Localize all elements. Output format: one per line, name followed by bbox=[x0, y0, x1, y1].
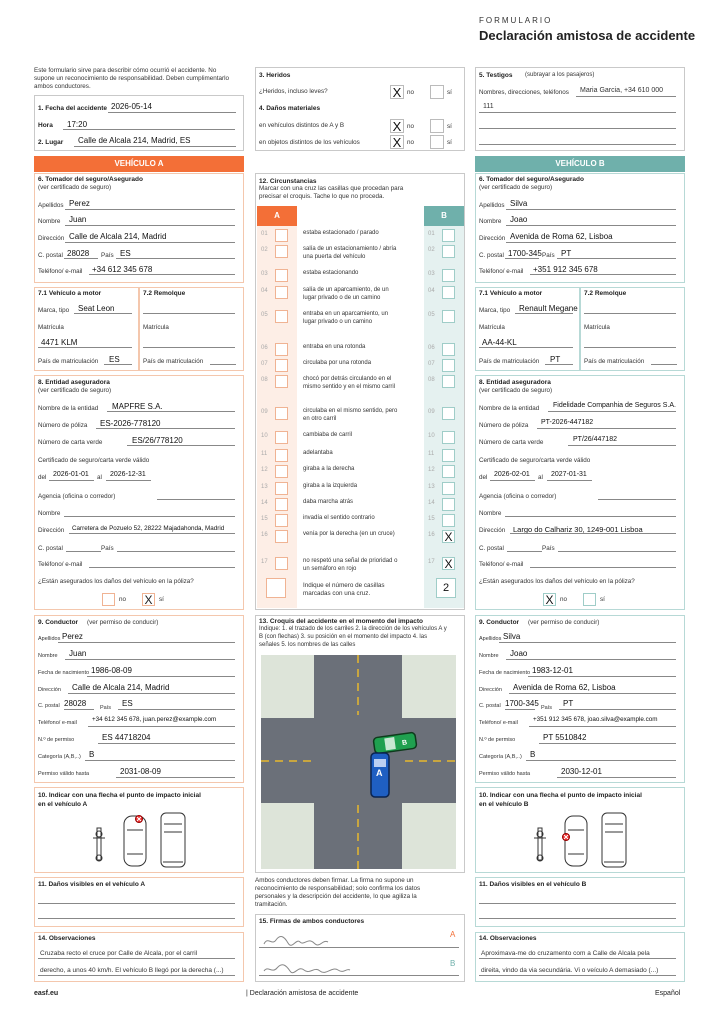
c_cp-label-b: C. postal bbox=[479, 703, 501, 709]
asegurados-si-checkbox-b[interactable] bbox=[583, 593, 596, 606]
circ-num-b: 01 bbox=[428, 231, 435, 237]
vehicle-silhouettes-a[interactable] bbox=[89, 810, 194, 870]
circ-text: entraba en una rotonda bbox=[303, 344, 366, 350]
tel-label-a: Teléfono/ e-mail bbox=[38, 268, 83, 275]
circ-num-b: 02 bbox=[428, 247, 435, 253]
agcp-label-a: C. postal bbox=[38, 545, 63, 552]
apellidos-field-a[interactable]: Perez bbox=[69, 199, 90, 208]
agpais-label-a: País bbox=[101, 545, 114, 552]
date-field[interactable]: 2026-05-14 bbox=[111, 102, 152, 111]
heridos-si-checkbox[interactable] bbox=[430, 85, 444, 99]
c_nombre-label-b: Nombre bbox=[479, 653, 499, 659]
pais-field-a[interactable]: ES bbox=[120, 249, 131, 258]
del-label-b: del bbox=[479, 474, 488, 481]
danos-q2-no-label: no bbox=[407, 139, 415, 146]
c_cp-label-a: C. postal bbox=[38, 703, 60, 709]
circ-checkbox-b[interactable] bbox=[442, 269, 455, 282]
circ-checkbox-b[interactable] bbox=[442, 431, 455, 444]
circ-num-a: 13 bbox=[261, 484, 268, 490]
obs-line2-b[interactable]: direita, vindo da via secundária. Vi o veículo A demasiado (...) bbox=[481, 967, 659, 974]
apellidos-field-b[interactable]: Silva bbox=[510, 199, 528, 208]
danos-q1-si-checkbox[interactable] bbox=[430, 119, 444, 133]
danos-q1: en vehículos distintos de A y B bbox=[259, 122, 345, 129]
circ-checkbox-a[interactable] bbox=[275, 449, 288, 462]
asegurados-no-checkbox-b[interactable]: X bbox=[543, 593, 556, 606]
agnombre-label-b: Nombre bbox=[479, 510, 502, 517]
c_cp-field-a[interactable]: 28028 bbox=[64, 699, 87, 708]
carta-field-b[interactable]: PT/26/447182 bbox=[573, 436, 617, 443]
entidad-title-a: 8. Entidad aseguradora bbox=[38, 379, 110, 386]
agdir-label-b: Dirección bbox=[479, 527, 506, 534]
c_permiso-field-b[interactable]: PT 5510842 bbox=[543, 733, 587, 742]
c_cat-field-b[interactable]: B bbox=[530, 750, 536, 759]
heridos-title: 3. Heridos bbox=[259, 72, 291, 79]
conductor-sub-b: (ver permiso de conducir) bbox=[528, 619, 600, 626]
obs-line1-b[interactable]: Aproximava-me do cruzamento com a Calle de Alcala pela bbox=[481, 950, 650, 957]
circ-checkbox-b[interactable] bbox=[442, 465, 455, 478]
c_apellidos-field-a[interactable]: Perez bbox=[62, 632, 83, 641]
circ-text: invadía el sentido contrario bbox=[303, 515, 375, 521]
vehicle-silhouettes-b[interactable] bbox=[530, 810, 635, 870]
del-field-a[interactable]: 2026-01-01 bbox=[53, 471, 89, 478]
circ-checkbox-b[interactable]: X bbox=[442, 530, 455, 543]
circ-checkbox-a[interactable] bbox=[275, 310, 288, 323]
vehmotor-title-a: 7.1 Vehículo a motor bbox=[38, 290, 102, 297]
impacto-title-b: 10. Indicar con una flecha el punto de impacto inicial en el vehículo B bbox=[479, 792, 642, 808]
nombre-ent-label-b: Nombre de la entidad bbox=[479, 405, 540, 412]
del-field-b[interactable]: 2026-02-01 bbox=[494, 471, 530, 478]
sign-note: Ambos conductores deben firmar. La firma no supone un reconocimiento de responsabilidad; solo confirma los datos personales y la descripción del accidente, lo que agiliza la tramitación. bbox=[255, 877, 421, 908]
danos-title: 4. Daños materiales bbox=[259, 105, 321, 112]
testigos-line2[interactable]: 111 bbox=[483, 103, 494, 110]
paismat-field-a[interactable]: ES bbox=[109, 355, 120, 364]
remolque-title-a: 7.2 Remolque bbox=[143, 290, 186, 297]
c_tel-field-a[interactable]: +34 612 345 678, juan.perez@example.com bbox=[92, 716, 217, 723]
c_nombre-label-a: Nombre bbox=[38, 653, 58, 659]
pais-field-b[interactable]: PT bbox=[561, 249, 572, 258]
heridos-no-checkbox[interactable]: X bbox=[390, 85, 404, 99]
asegurados-no-checkbox-a[interactable] bbox=[102, 593, 115, 606]
croquis-sketch[interactable] bbox=[261, 655, 456, 869]
c_permiso-label-b: N.º de permiso bbox=[479, 737, 516, 743]
agnombre-label-a: Nombre bbox=[38, 510, 61, 517]
agdir-label-a: Dirección bbox=[38, 527, 65, 534]
obs-title-b: 14. Observaciones bbox=[479, 935, 537, 942]
entidad-sub-b: (ver certificado de seguro) bbox=[479, 387, 553, 394]
circ-text: no respetó una señal de prioridad o un semáforo en rojo bbox=[303, 558, 398, 572]
circ-num-a: 02 bbox=[261, 247, 268, 253]
agdir-field-a[interactable]: Carretera de Pozuelo 52, 28222 Majadahonda, Madrid bbox=[72, 525, 225, 532]
circ-checkbox-b[interactable] bbox=[442, 343, 455, 356]
marca-field-a[interactable]: Seat Leon bbox=[78, 304, 115, 313]
circ-num-a: 04 bbox=[261, 288, 268, 294]
circ-num-b: 15 bbox=[428, 516, 435, 522]
footer-right: Español bbox=[655, 990, 681, 997]
agdir-field-b[interactable]: Largo do Calhariz 30, 1249-001 Lisboa bbox=[513, 525, 643, 534]
tomador-title-a: 6. Tomador del seguro/Asegurado bbox=[38, 176, 143, 183]
circ-checkbox-a[interactable] bbox=[275, 407, 288, 420]
agencia-label-a: Agencia (oficina o corredor) bbox=[38, 493, 116, 500]
circ-num-a: 12 bbox=[261, 467, 268, 473]
c_permiso-label-a: N.º de permiso bbox=[38, 737, 75, 743]
danos-q2: en objetos distintos de los vehículos bbox=[259, 139, 360, 146]
entidad-sub-a: (ver certificado de seguro) bbox=[38, 387, 112, 394]
signature-b[interactable] bbox=[262, 962, 352, 976]
c_cat-label-b: Categoría (A,B,..) bbox=[479, 754, 522, 760]
cp-label-a: C. postal bbox=[38, 252, 63, 259]
pais-label-a: País bbox=[101, 252, 114, 259]
circ-num-b: 09 bbox=[428, 409, 435, 415]
testigos-title: 5. Testigos bbox=[479, 72, 513, 79]
c_valido-field-a[interactable]: 2031-08-09 bbox=[120, 767, 161, 776]
circ-num-a: 17 bbox=[261, 559, 268, 565]
agtel-label-a: Teléfono/ e-mail bbox=[38, 561, 83, 568]
asegurados-si-checkbox-a[interactable]: X bbox=[142, 593, 155, 606]
danos-q2-no-checkbox[interactable]: X bbox=[390, 135, 404, 149]
matricula-field-a[interactable]: 4471 KLM bbox=[41, 338, 78, 347]
firma-a-label: A bbox=[450, 930, 456, 939]
c_tel-field-b[interactable]: +351 912 345 678, joao.silva@example.com bbox=[533, 716, 658, 723]
c_fnac-field-b[interactable]: 1983-12-01 bbox=[532, 666, 573, 675]
c_fnac-label-a: Fecha de nacimiento bbox=[38, 670, 90, 676]
circ-text: entraba en un aparcamiento, un lugar privado o un camino bbox=[303, 311, 389, 325]
c_tel-label-b: Teléfono/ e-mail bbox=[479, 720, 518, 726]
al-label-a: al bbox=[97, 474, 102, 481]
footer-left: easf.eu bbox=[34, 990, 59, 997]
circ-col-a-header: A bbox=[257, 206, 297, 226]
circ-num-b: 07 bbox=[428, 361, 435, 367]
heridos-question: ¿Heridos, incluso leves? bbox=[259, 88, 328, 95]
c_cat-label-a: Categoría (A,B,..) bbox=[38, 754, 81, 760]
circ-num-a: 16 bbox=[261, 532, 268, 538]
carta-field-a[interactable]: ES/26/778120 bbox=[132, 436, 183, 445]
heridos-si-label: sí bbox=[447, 89, 452, 96]
lugar-label: 2. Lugar bbox=[38, 139, 64, 146]
del-label-a: del bbox=[38, 474, 47, 481]
circ-checkbox-b[interactable] bbox=[442, 498, 455, 511]
car-b-letter: B bbox=[401, 739, 408, 747]
c_dir-field-a[interactable]: Calle de Alcala 214, Madrid bbox=[72, 683, 170, 692]
circ-num-b: 17 bbox=[428, 559, 435, 565]
c_valido-label-a: Permiso válido hasta bbox=[38, 771, 90, 777]
banner-vehiculo-b: VEHÍCULO B bbox=[475, 156, 685, 172]
heridos-no-label: no bbox=[407, 89, 415, 96]
count-label: Indique el número de casillas marcadas con una cruz. bbox=[303, 582, 385, 597]
circ-checkbox-a[interactable] bbox=[275, 229, 288, 242]
circ-text: salía de un estacionamiento / abría una puerta del vehículo bbox=[303, 246, 397, 260]
cp-label-b: C. postal bbox=[479, 252, 504, 259]
circ-checkbox-b[interactable] bbox=[442, 286, 455, 299]
circ-num-b: 08 bbox=[428, 377, 435, 383]
vehmotor-title-b: 7.1 Vehículo a motor bbox=[479, 290, 543, 297]
circ-text: salía de un aparcamiento, de un lugar privado o de un camino bbox=[303, 287, 389, 301]
danos-q2-si-label: sí bbox=[447, 139, 452, 146]
agpais-label-b: País bbox=[542, 545, 555, 552]
asegurados-label-b: ¿Están asegurados los daños del vehículo en la póliza? bbox=[479, 578, 635, 585]
cp-field-b[interactable]: 1700-345 bbox=[508, 249, 542, 258]
circ-col-b-header: B bbox=[424, 206, 464, 226]
form-title: Declaración amistosa de accidente bbox=[479, 28, 696, 43]
carta-label-b: Número de carta verde bbox=[479, 439, 544, 446]
car-a-letter: A bbox=[376, 768, 383, 778]
impacto-title-a: 10. Indicar con una flecha el punto de impacto inicial en el vehículo A bbox=[38, 792, 201, 808]
circ-num-a: 03 bbox=[261, 271, 268, 277]
danos-q1-no-checkbox[interactable]: X bbox=[390, 119, 404, 133]
al-label-b: al bbox=[538, 474, 543, 481]
circ-checkbox-a[interactable] bbox=[275, 530, 288, 543]
hora-field[interactable]: 17:20 bbox=[67, 120, 88, 129]
circ-title: 12. Circunstancias bbox=[259, 178, 317, 185]
remolque-title-b: 7.2 Remolque bbox=[584, 290, 627, 297]
poliza-field-b[interactable]: PT-2026-447182 bbox=[541, 419, 594, 426]
agencia-label-b: Agencia (oficina o corredor) bbox=[479, 493, 557, 500]
circ-checkbox-a[interactable] bbox=[275, 514, 288, 527]
c_fnac-field-a[interactable]: 1986-08-09 bbox=[91, 666, 132, 675]
cert-label-b: Certificado de seguro/carta verde válido bbox=[479, 457, 591, 464]
pais-label-b: País bbox=[542, 252, 555, 259]
entidad-title-b: 8. Entidad aseguradora bbox=[479, 379, 551, 386]
danos-title-a: 11. Daños visibles en el vehículo A bbox=[38, 881, 146, 888]
circ-checkbox-b[interactable] bbox=[442, 245, 455, 258]
obs-line2-a[interactable]: derecho, a unos 40 km/h. El vehículo B llegó por la derecha (...) bbox=[40, 967, 224, 974]
circ-num-b: 03 bbox=[428, 271, 435, 277]
marca-label-b: Marca, tipo bbox=[479, 307, 511, 314]
circ-num-a: 05 bbox=[261, 312, 268, 318]
danos-q2-si-checkbox[interactable] bbox=[430, 135, 444, 149]
circ-text: adelantaba bbox=[303, 450, 333, 456]
remolque-matricula-label-b: Matrícula bbox=[584, 324, 610, 331]
date-label: 1. Fecha del accidente bbox=[38, 105, 108, 112]
footer-mid: | Declaración amistosa de accidente bbox=[246, 990, 359, 997]
circ-checkbox-b[interactable]: X bbox=[442, 557, 455, 570]
circ-num-a: 09 bbox=[261, 409, 268, 415]
croquis-title: 13. Croquis del accidente en el momento del impacto bbox=[259, 618, 423, 625]
al-field-b[interactable]: 2027-01-31 bbox=[551, 471, 587, 478]
circ-text: chocó por detrás circulando en el mismo sentido y en el mismo carril bbox=[303, 376, 396, 390]
asegurados-si-label-b: sí bbox=[600, 596, 605, 603]
nombre-label-b: Nombre bbox=[479, 218, 502, 225]
circ-checkbox-b[interactable] bbox=[442, 359, 455, 372]
circ-num-a: 06 bbox=[261, 345, 268, 351]
conductor-title-b: 9. Conductor bbox=[479, 619, 520, 626]
circ-num-b: 16 bbox=[428, 532, 435, 538]
poliza-field-a[interactable]: ES-2026-778120 bbox=[100, 419, 161, 428]
tel-field-b[interactable]: +351 912 345 678 bbox=[533, 265, 598, 274]
circ-text: estaba estacionado / parado bbox=[303, 230, 379, 236]
circ-num-b: 06 bbox=[428, 345, 435, 351]
circ-checkbox-b[interactable] bbox=[442, 449, 455, 462]
obs-line1-a[interactable]: Cruzaba recto el cruce por Calle de Alcala, por el carril bbox=[40, 950, 198, 957]
remolque-paismat-label-b: País de matriculación bbox=[584, 358, 645, 365]
nombre-field-a[interactable]: Juan bbox=[69, 215, 87, 224]
circ-checkbox-a[interactable] bbox=[275, 286, 288, 299]
nombre-field-b[interactable]: Joao bbox=[510, 215, 528, 224]
circ-checkbox-a[interactable] bbox=[275, 465, 288, 478]
c_tel-label-a: Teléfono/ e-mail bbox=[38, 720, 77, 726]
c_apellidos-label-a: Apellidos bbox=[38, 636, 61, 642]
circ-checkbox-b[interactable] bbox=[442, 407, 455, 420]
circ-num-a: 01 bbox=[261, 231, 268, 237]
circ-num-a: 08 bbox=[261, 377, 268, 383]
c_pais-label-b: País bbox=[541, 705, 553, 711]
firmas-title: 15. Firmas de ambos conductores bbox=[259, 918, 365, 925]
signature-a[interactable] bbox=[262, 934, 332, 948]
marca-field-b[interactable]: Renault Megane bbox=[519, 304, 578, 313]
poliza-label-b: Número de póliza bbox=[479, 422, 529, 429]
c_nombre-field-b[interactable]: Joao bbox=[510, 649, 528, 658]
tomador-sub-b: (ver certificado de seguro) bbox=[479, 184, 553, 191]
circ-checkbox-a[interactable] bbox=[275, 343, 288, 356]
al-field-a[interactable]: 2026-12-31 bbox=[110, 471, 146, 478]
circ-num-b: 11 bbox=[428, 451, 435, 457]
circ-text: daba marcha atrás bbox=[303, 499, 354, 505]
c_nombre-field-a[interactable]: Juan bbox=[69, 649, 87, 658]
car-a-sketch bbox=[371, 753, 389, 797]
circ-num-a: 10 bbox=[261, 433, 268, 439]
circ-num-a: 07 bbox=[261, 361, 268, 367]
nombre-ent-label-a: Nombre de la entidad bbox=[38, 405, 99, 412]
testigos-label: Nombres, direcciones, teléfonos bbox=[479, 89, 569, 96]
testigos-line1[interactable]: Maria Garcia, +34 610 000 bbox=[580, 87, 664, 94]
circ-checkbox-a[interactable] bbox=[275, 482, 288, 495]
matricula-label-a: Matrícula bbox=[38, 324, 64, 331]
cert-label-a: Certificado de seguro/carta verde válido bbox=[38, 457, 150, 464]
circ-num-a: 11 bbox=[261, 451, 268, 457]
apellidos-label-b: Apellidos bbox=[479, 202, 505, 209]
c_cp-field-b[interactable]: 1700-345 bbox=[505, 699, 539, 708]
poliza-label-a: Número de póliza bbox=[38, 422, 88, 429]
circ-checkbox-a[interactable] bbox=[275, 269, 288, 282]
tel-field-a[interactable]: +34 612 345 678 bbox=[92, 265, 153, 274]
hora-label: Hora bbox=[38, 122, 53, 129]
section-testigos bbox=[475, 67, 685, 151]
count-box-a[interactable] bbox=[266, 578, 286, 598]
circ-checkbox-b[interactable] bbox=[442, 482, 455, 495]
direccion-label-b: Dirección bbox=[479, 235, 506, 242]
circ-num-b: 04 bbox=[428, 288, 435, 294]
danos-title-b: 11. Daños visibles en el vehículo B bbox=[479, 881, 587, 888]
c_cat-field-a[interactable]: B bbox=[89, 750, 95, 759]
asegurados-no-label-b: no bbox=[560, 596, 568, 603]
circ-text: circulaba en el mismo sentido, pero en otro carril bbox=[303, 408, 398, 422]
circ-checkbox-b[interactable] bbox=[442, 229, 455, 242]
remolque-paismat-label-a: País de matriculación bbox=[143, 358, 204, 365]
agtel-label-b: Teléfono/ e-mail bbox=[479, 561, 524, 568]
paismat-label-a: País de matriculación bbox=[38, 358, 99, 365]
circ-text: venía por la derecha (en un cruce) bbox=[303, 531, 395, 537]
agcp-label-b: C. postal bbox=[479, 545, 504, 552]
c_pais-field-b[interactable]: PT bbox=[563, 699, 574, 708]
c_pais-label-a: País bbox=[100, 705, 112, 711]
circ-checkbox-b[interactable] bbox=[442, 310, 455, 323]
entidad-field-a[interactable]: MAPFRE S.A. bbox=[112, 402, 163, 411]
intro-text: Este formulario sirve para describir cómo ocurrió el accidente. No supone un reconocimiento de responsabilidad. Deben cumplimentarlo ambos conductores. bbox=[34, 67, 229, 90]
obs-title-a: 14. Observaciones bbox=[38, 935, 96, 942]
asegurados-label-a: ¿Están asegurados los daños del vehículo en la póliza? bbox=[38, 578, 194, 585]
circ-num-b: 10 bbox=[428, 433, 435, 439]
carta-label-a: Número de carta verde bbox=[38, 439, 103, 446]
circ-checkbox-a[interactable] bbox=[275, 245, 288, 258]
circ-num-b: 14 bbox=[428, 500, 435, 506]
circ-num-a: 14 bbox=[261, 500, 268, 506]
form-eyebrow: FORMULARIO bbox=[479, 16, 553, 25]
circ-num-b: 12 bbox=[428, 467, 435, 473]
circ-text: circulaba por una rotonda bbox=[303, 360, 372, 366]
circ-checkbox-a[interactable] bbox=[275, 557, 288, 570]
c_pais-field-a[interactable]: ES bbox=[122, 699, 133, 708]
circ-checkbox-a[interactable] bbox=[275, 375, 288, 388]
croquis-sub: Indique: 1. el trazado de los carriles 2. la dirección de los vehículos A y B (con flechas) 3. su posición en el momento del impacto 4. las señales 5. los nombres de las calles bbox=[259, 626, 447, 648]
marca-label-a: Marca, tipo bbox=[38, 307, 70, 314]
c_dir-label-a: Dirección bbox=[38, 687, 61, 693]
circ-text: giraba a la izquierda bbox=[303, 483, 358, 489]
asegurados-si-label-a: sí bbox=[159, 596, 164, 603]
c_fnac-label-b: Fecha de nacimiento bbox=[479, 670, 531, 676]
tomador-sub-a: (ver certificado de seguro) bbox=[38, 184, 112, 191]
danos-q1-no-label: no bbox=[407, 123, 415, 130]
c_valido-label-b: Permiso válido hasta bbox=[479, 771, 531, 777]
circ-text: giraba a la derecha bbox=[303, 466, 355, 472]
paismat-label-b: País de matriculación bbox=[479, 358, 540, 365]
c_dir-label-b: Dirección bbox=[479, 687, 502, 693]
remolque-matricula-label-a: Matrícula bbox=[143, 324, 169, 331]
direccion-field-a[interactable]: Calle de Alcala 214, Madrid bbox=[69, 232, 167, 241]
count-box-b[interactable]: 2 bbox=[436, 578, 456, 598]
c_valido-field-b[interactable]: 2030-12-01 bbox=[561, 767, 602, 776]
c_dir-field-b[interactable]: Avenida de Roma 62, Lisboa bbox=[513, 683, 616, 692]
circ-num-b: 05 bbox=[428, 312, 435, 318]
nombre-label-a: Nombre bbox=[38, 218, 61, 225]
cp-field-a[interactable]: 28028 bbox=[67, 249, 90, 258]
matricula-field-b[interactable]: AA-44-KL bbox=[482, 338, 517, 347]
direccion-label-a: Dirección bbox=[38, 235, 65, 242]
c_apellidos-label-b: Apellidos bbox=[479, 636, 502, 642]
circ-checkbox-b[interactable] bbox=[442, 514, 455, 527]
lugar-field[interactable]: Calle de Alcala 214, Madrid, ES bbox=[78, 136, 191, 145]
matricula-label-b: Matrícula bbox=[479, 324, 505, 331]
circ-num-a: 15 bbox=[261, 516, 268, 522]
circ-checkbox-b[interactable] bbox=[442, 375, 455, 388]
tomador-title-b: 6. Tomador del seguro/Asegurado bbox=[479, 176, 584, 183]
tel-label-b: Teléfono/ e-mail bbox=[479, 268, 524, 275]
circ-text: estaba estacionando bbox=[303, 270, 359, 276]
circ-checkbox-a[interactable] bbox=[275, 431, 288, 444]
circ-checkbox-a[interactable] bbox=[275, 498, 288, 511]
direccion-field-b[interactable]: Avenida de Roma 62, Lisboa bbox=[510, 232, 613, 241]
asegurados-no-label-a: no bbox=[119, 596, 127, 603]
firma-b-label: B bbox=[450, 959, 456, 968]
circ-text: cambiaba de carril bbox=[303, 432, 353, 438]
apellidos-label-a: Apellidos bbox=[38, 202, 64, 209]
circ-checkbox-a[interactable] bbox=[275, 359, 288, 372]
conductor-title-a: 9. Conductor bbox=[38, 619, 79, 626]
banner-vehiculo-a: VEHÍCULO A bbox=[34, 156, 244, 172]
danos-q1-si-label: sí bbox=[447, 123, 452, 130]
testigos-note: (subrayar a los pasajeros) bbox=[525, 72, 595, 78]
circ-num-b: 13 bbox=[428, 484, 435, 490]
paismat-field-b[interactable]: PT bbox=[550, 355, 561, 364]
c_apellidos-field-b[interactable]: Silva bbox=[503, 632, 521, 641]
c_permiso-field-a[interactable]: ES 44718204 bbox=[102, 733, 151, 742]
entidad-field-b[interactable]: Fidelidade Companhia de Seguros S.A. bbox=[553, 402, 676, 409]
conductor-sub-a: (ver permiso de conducir) bbox=[87, 619, 159, 626]
circ-sub: Marcar con una cruz las casillas que procedan para precisar el croquis. Tache lo que no proceda. bbox=[259, 185, 404, 200]
